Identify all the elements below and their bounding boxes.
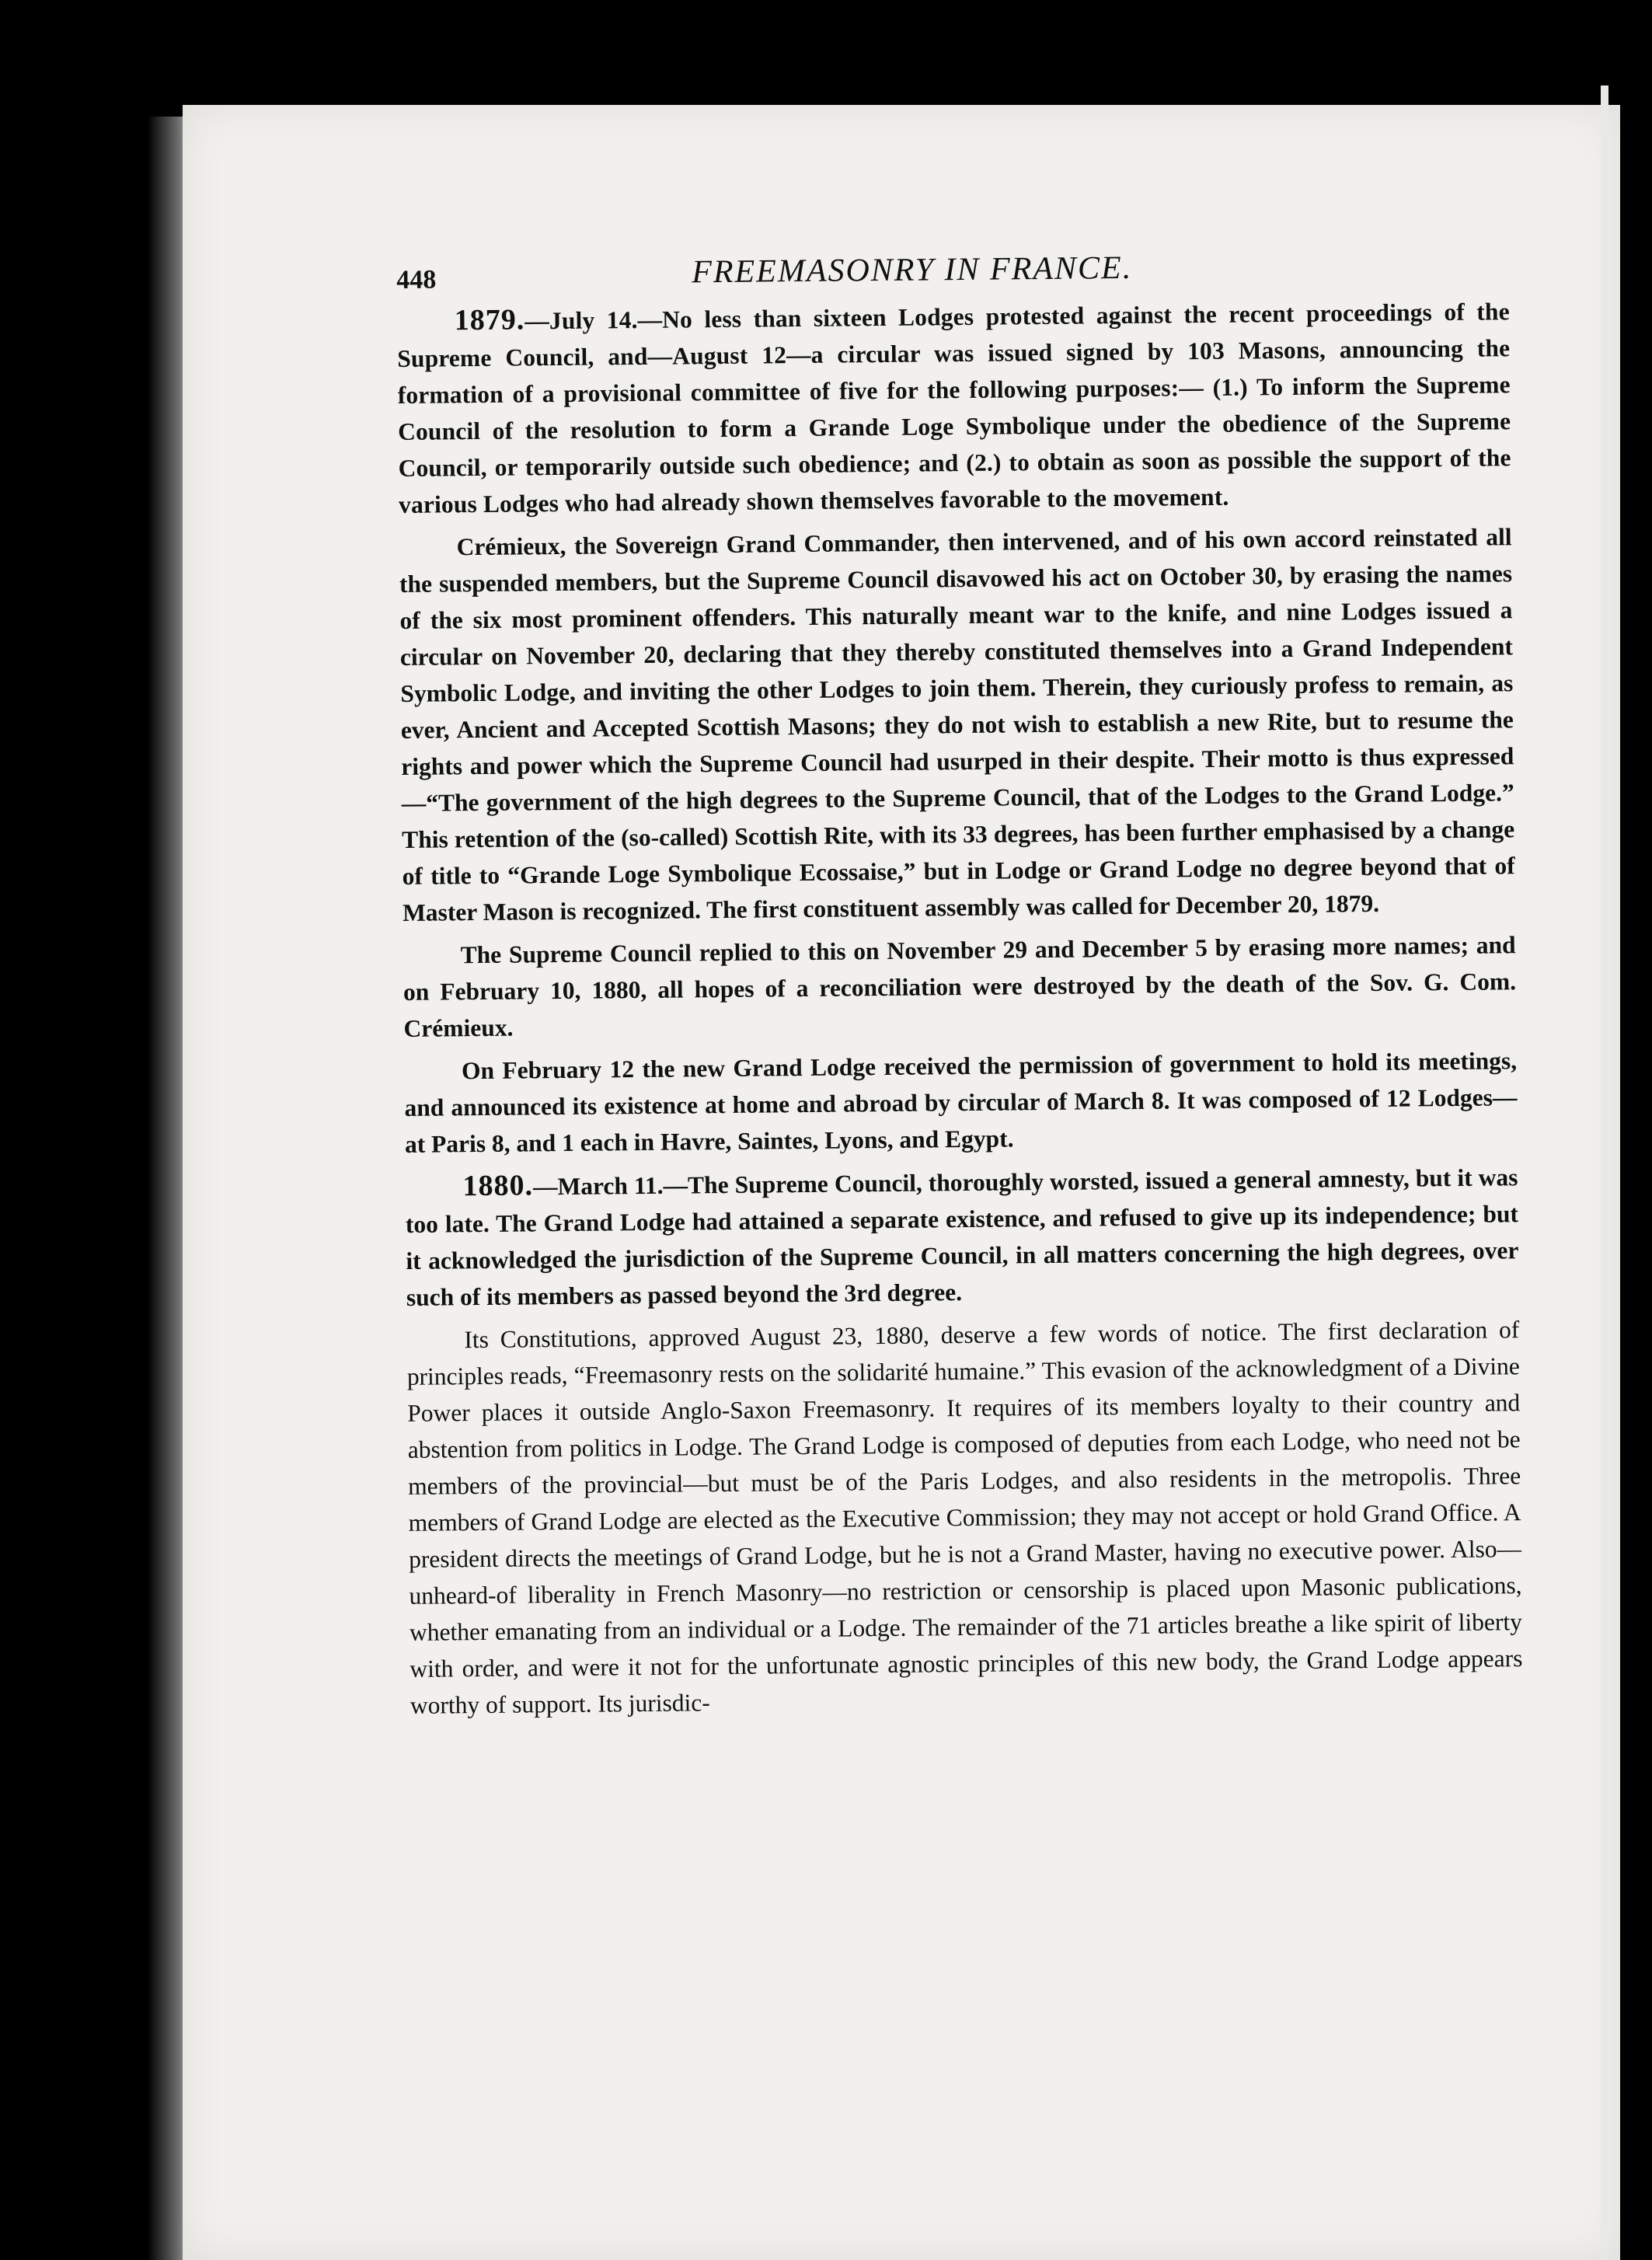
page-number: 448 xyxy=(396,265,437,295)
paragraph-text: The Supreme Council replied to this on November 29 and December 5 by erasing more names; and on February 10, 1880, all hopes of a reconciliation were destroyed by the death of the Sov. G. Com. Crémieux. xyxy=(403,931,1517,1042)
year-heading: 1879. xyxy=(454,303,525,337)
paragraph-text: —March 11.—The Supreme Council, thoroughly worsted, issued a general amnesty, but it was too late. The Grand Lodge had attained a separate existence, and refused to give up its independence; but it acknowledged the jurisdiction of the Supreme Council, in all matters concerning the high degrees, over such of its members as passed beyond the 3rd degree. xyxy=(405,1163,1519,1311)
paragraph-text: Its Constitutions, approved August 23, 1880, deserve a few words of notice. The first declaration of principles reads, “Freemasonry rests on the solidarité humaine.” This evasion of the acknowledgment of a Divine Power places it outside Anglo-Saxon Freemasonry. It requires of its members loyalty to their country and abstention from politics in Lodge. The Grand Lodge is composed of deputies from each Lodge, who need not be members of the provincial—but must be of the Paris Lodges, and also residents in the metropolis. Three members of Grand Lodge are elected as the Executive Commission; they may not accept or hold Grand Office. A president directs the meetings of Grand Lodge, but he is not a Grand Master, having no executive power. Also—unheard-of liberality in French Masonry—no restriction or censorship is placed upon Masonic publications, whether emanating from an individual or a Lodge. The remainder of the 71 articles breathe a like spirit of liberty with order, and were it not for the unfortunate agnostic principles of this new body, the Grand Lodge appears worthy of support. Its jurisdic- xyxy=(406,1316,1523,1719)
paragraph-cremieux xyxy=(399,518,1515,931)
paragraph-february-12 xyxy=(404,1042,1518,1163)
paragraph-supreme-council-reply xyxy=(403,926,1516,1047)
page-text-block xyxy=(396,246,1523,1730)
paragraph-text: Crémieux, the Sovereign Grand Commander, then intervened, and of his own accord reinstated all the suspended members, but the Supreme Council disavowed his act on October 30, by erasing the names of the six most prominent offenders. This naturally meant war to the knife, and nine Lodges issued a circular on November 20, declaring that they thereby constituted themselves into a Grand Independent Symbolic Lodge, and inviting the other Lodges to join them. Therein, they curiously profess to remain, as ever, Ancient and Accepted Scottish Masons; they do not wish to establish a new Rite, but to resume the rights and power which the Supreme Council had usurped in their despite. Their motto is thus expressed—“The government of the high degrees to the Supreme Council, that of the Lodges to the Grand Lodge.” This retention of the (so-called) Scottish Rite, with its 33 degrees, has been further emphasised by a change of title to “Grande Loge Symbolique Ecossaise,” but in Lodge or Grand Lodge no degree beyond that of Master Mason is recognized. The first constituent assembly was called for December 20, 1879. xyxy=(399,523,1515,926)
paragraph-text: On February 12 the new Grand Lodge received the permission of government to hold its meetings, and announced its existence at home and abroad by circular of March 8. It was composed of 12 Lodges—at Paris 8, and 1 each in Havre, Saintes, Lyons, and Egypt. xyxy=(404,1047,1518,1158)
paragraph-1880 xyxy=(405,1158,1519,1316)
paragraph-constitutions xyxy=(406,1311,1523,1724)
paragraph-1879 xyxy=(397,292,1512,523)
year-heading: 1880. xyxy=(462,1169,534,1203)
page-edge xyxy=(1601,85,1608,2260)
running-head-title: FREEMASONRY IN FRANCE. xyxy=(691,249,1133,291)
paragraph-text: —July 14.—No less than sixteen Lodges protested against the recent proceedings of the Supreme Council, and—August 12—a circular was issued signed by 103 Masons, announcing the formation of a provisional committee of five for the following purposes:— (1.) To inform the Supreme Council of the resolution to form a Grande Loge Symbolique under the obedience of the Supreme Council, or temporarily outside such obedience; and (2.) to obtain as soon as possible the support of the various Lodges who had already shown themselves favorable to the movement. xyxy=(397,298,1511,518)
